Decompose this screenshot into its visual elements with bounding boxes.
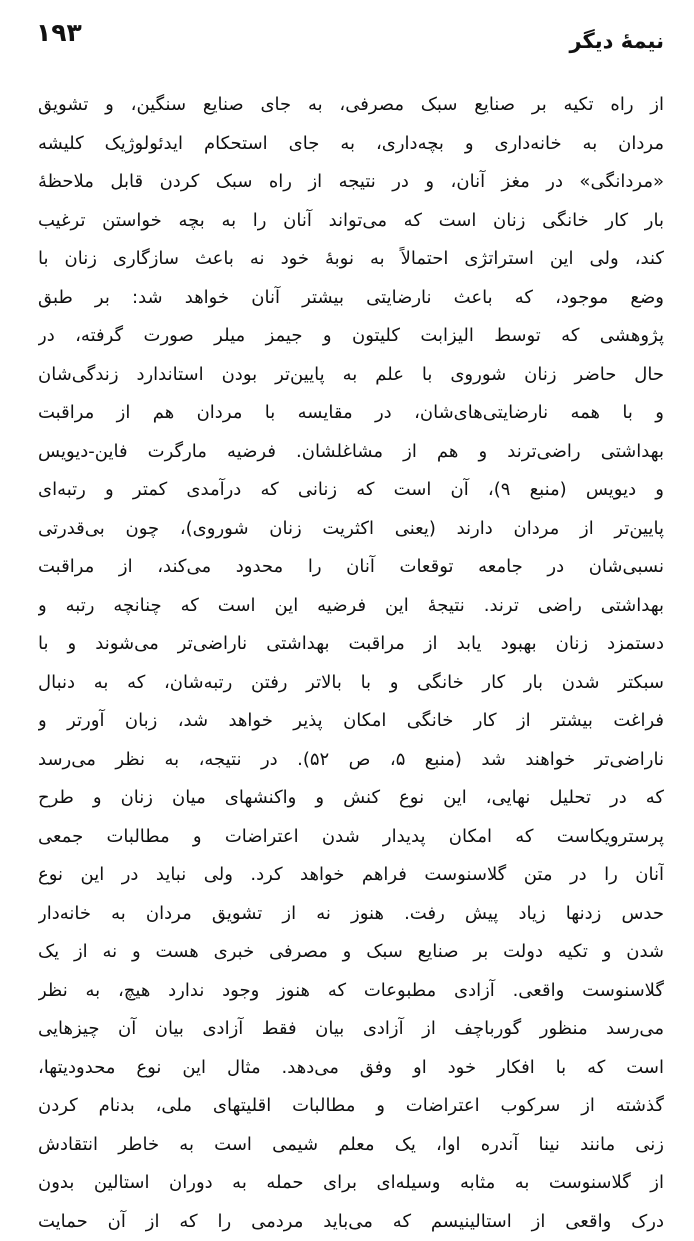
text-line: پرسترویکاست که امکان پدیدار شدن اعتراضات و مطالبات جمعی: [38, 818, 664, 857]
page-header: [36, 18, 664, 58]
text-line: گلاسنوست واقعی. آزادی مطبوعات که هنوز وجود ندارد هیچ، به نظر: [38, 972, 664, 1011]
text-line: درک واقعی از استالینیسم که می‌باید مردمی را که از آن حمایت: [38, 1203, 664, 1241]
text-line: و دیویس (منبع ۹)، آن است که زنانی که درآمدی کمتر و رتبه‌ای: [38, 471, 664, 510]
text-line: ناراضی‌تر خواهند شد (منبع ۵، ص ۵۲). در نتیجه، به نظر می‌رسد: [38, 741, 664, 780]
text-line: مردان به خانه‌داری و بچه‌داری، به جای استحکام ایدئولوژیک کلیشه: [38, 125, 664, 164]
text-line: نسبی‌شان در جامعه توقعات آنان را محدود می‌کند، از مراقبت: [38, 548, 664, 587]
text-line: از گلاسنوست به مثابه وسیله‌ای برای حمله به دوران استالین بدون: [38, 1164, 664, 1203]
running-title: نیمهٔ دیگر: [569, 26, 664, 56]
text-line: «مردانگی» در مغز آنان، و در نتیجه از راه سبک کردن قابل ملاحظهٔ: [38, 163, 664, 202]
text-line: سبکتر شدن بار کار خانگی و با بالاتر رفتن رتبه‌شان، که به دنبال: [38, 664, 664, 703]
text-line: فراغت بیشتر از کار خانگی امکان پذیر خواهد شد، زبان آورتر و: [38, 702, 664, 741]
page-number: ۱۹۳: [36, 18, 82, 48]
text-line: دستمزد زنان بهبود یابد از مراقبت بهداشتی ناراضی‌تر می‌شوند و با: [38, 625, 664, 664]
text-line: که در تحلیل نهایی، این نوع کنش و واکنشهای میان زنان و طرح: [38, 779, 664, 818]
body-text: [38, 86, 664, 1241]
text-line: بهداشتی راضی‌ترند و هم از مشاغلشان. فرضیه مارگرت فاین-دیویس: [38, 433, 664, 472]
text-line: می‌رسد منظور گورباچف از آزادی بیان فقط آزادی بیان آن چیزهایی: [38, 1010, 664, 1049]
text-line: از راه تکیه بر صنایع سبک مصرفی، به جای صنایع سنگین، و تشویق: [38, 86, 664, 125]
text-line: کند، ولی این استراتژی احتمالاً به نوبهٔ خود نه باعث سازگاری زنان با: [38, 240, 664, 279]
text-line: بار کار خانگی زنان است که می‌تواند آنان را به بچه خواستن ترغیب: [38, 202, 664, 241]
text-line: وضع موجود، که باعث نارضایتی بیشتر آنان خواهد شد: بر طبق: [38, 279, 664, 318]
text-line: پایین‌تر از مردان دارند (یعنی اکثریت زنان شوروی)، چون بی‌قدرتی: [38, 510, 664, 549]
text-line: آنان را در متن گلاسنوست فراهم خواهد کرد. ولی نباید در این نوع: [38, 856, 664, 895]
text-line: پژوهشی که توسط الیزابت کلیتون و جیمز میلر صورت گرفته، در: [38, 317, 664, 356]
text-line: زنی مانند نینا آندره اوا، یک معلم شیمی است به خاطر انتقادش: [38, 1126, 664, 1165]
text-line: حال حاضر زنان شوروی با علم به پایین‌تر بودن استاندارد زندگی‌شان: [38, 356, 664, 395]
text-line: است که با افکار خود او وفق می‌دهد. مثال این نوع محدودیتها،: [38, 1049, 664, 1088]
text-line: و با همه نارضایتی‌های‌شان، در مقایسه با مردان هم از مراقبت: [38, 394, 664, 433]
text-line: شدن و تکیه دولت بر صنایع سبک و مصرفی خبری هست و نه از یک: [38, 933, 664, 972]
text-line: گذشته از سرکوب اعتراضات و مطالبات اقلیتهای ملی، بدنام کردن: [38, 1087, 664, 1126]
text-line: حدس زدنها زیاد پیش رفت. هنوز نه از تشویق مردان به خانه‌دار: [38, 895, 664, 934]
text-line: بهداشتی راضی ترند. نتیجهٔ این فرضیه این است که چنانچه رتبه و: [38, 587, 664, 626]
